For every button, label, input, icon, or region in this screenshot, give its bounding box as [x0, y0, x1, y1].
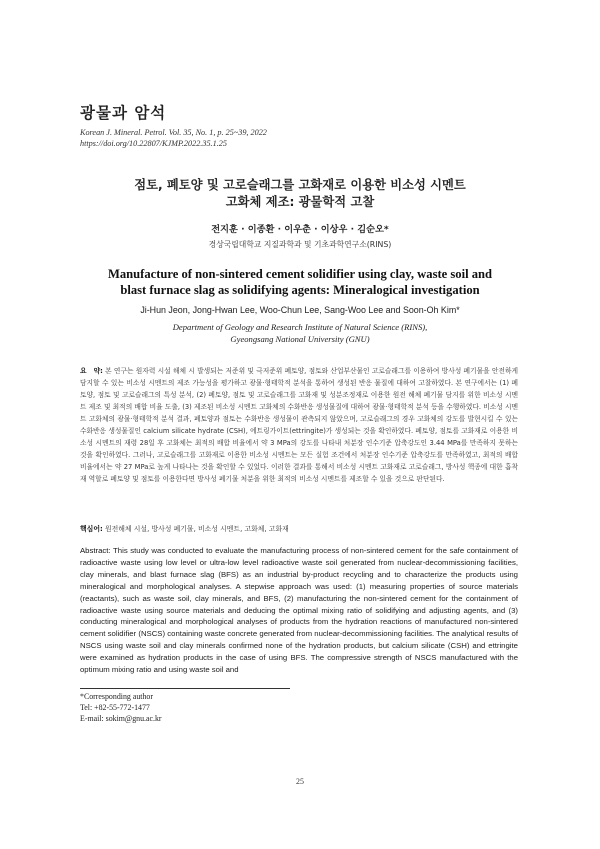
- korean-keywords-text: 원전해체 시설, 방사성 폐기물, 비소성 시멘트, 고화체, 고화재: [104, 525, 289, 533]
- citation-doi[interactable]: https://doi.org/10.22807/KJMP.2022.35.1.25: [80, 139, 227, 148]
- korean-title-line-1: 점토, 폐토양 및 고로슬래그를 고화재로 이용한 비소성 시멘트: [134, 178, 466, 192]
- korean-keywords: [80, 523, 518, 533]
- footnote-divider: [80, 688, 290, 689]
- english-title-line-2: blast furnace slag as solidifying agents: Mineralogical investigation: [120, 283, 480, 297]
- korean-keywords-lead: 핵심어:: [80, 525, 103, 533]
- korean-title: [60, 177, 540, 211]
- korean-abstract: [80, 365, 518, 485]
- citation-volume: Korean J. Mineral. Petrol. Vol. 35, No. 1, p. 25~39, 2022: [80, 128, 267, 137]
- english-abstract: [80, 545, 518, 676]
- korean-authors: 전지훈 · 이종환 · 이우춘 · 이상우 · 김순오*: [211, 224, 389, 235]
- journal-name: 광물과 암석: [80, 104, 167, 122]
- corresponding-author-footnote: [80, 691, 380, 724]
- citation-block: [80, 127, 520, 149]
- english-affiliation-line-2: Gyeongsang National University (GNU): [230, 334, 370, 344]
- footnote-corresponding: *Corresponding author: [80, 692, 153, 701]
- english-title: [80, 266, 520, 298]
- english-affiliation-line-1: Department of Geology and Research Institute of Natural Science (RINS),: [172, 322, 428, 332]
- korean-abstract-lead: 요 약:: [80, 367, 103, 375]
- footnote-tel: Tel: +82-55-772-1477: [80, 703, 150, 712]
- korean-abstract-text: 본 연구는 원자력 시설 해체 시 발생되는 저준위 및 극저준위 폐토양, 점토와 산업부산물인 고로슬래그를 이용하여 방사성 폐기물을 안전하게 담지할 수 있는 비소성 시멘트의 제조 가능성을 평가하고 광물·형태학적 분석을 통하여 생성된 반응 물질에 대하여 고찰하였다. 본 연구에서는 (1) 폐토양, 점토 및 고로슬래그의 특성 분석, (2) 폐토양, 점토 및 고로슬래그를 고화재 및 성분조정재로 이용한 원전 해체 폐기물 담지를 위한 비소성 시멘트 제조 및 최적의 배합 비율 도출, (3) 제조된 비소성 시멘트 고화체의 수화반응 생성물질에 대하여 광물·형태학적 분석 등을 수행하였다. 비소성 시멘트 고화체의 광물·형태학적 분석 결과, 폐토양과 점토는 수화반응 생성물이 관측되지 않았으며, 고로슬래그의 경우 고화체의 강도를 발현시킬 수 있는 수화반응 생성물질인 calcium silicate hydrate (CSH), 에트링가이트(ettringite)가 생성되는 것을 확인하였다. 폐토양, 점토를 고화재로 이용한 비소성 시멘트의 재령 28일 후 고화체는 최적의 배합 비율에서 약 3 MPa의 강도를 나타내 처분장 인수기준 압축강도인 3.44 MPa를 만족하지 못하는 것을 확인하였다. 그러나, 고로슬래그를 고화재로 이용한 비소성 시멘트는 모든 실험 조건에서 처분장 인수기준 압축강도를 만족하였고, 최적의 배합 비율에서는 약 27 MPa로 높게 나타나는 것을 확인할 수 있었다. 이러한 결과를 통해서 비소성 시멘트 고화재로 고로슬래그, 방사성 핵종에 대한 흡착재 역할로 폐토양 및 점토를 이용한다면 방사성 폐기물 처분을 위한 최적의 비소성 시멘트를 제조할 수 있을 것으로 판단된다.: [80, 367, 518, 483]
- korean-title-line-2: 고화체 제조: 광물학적 고찰: [225, 195, 375, 209]
- korean-affiliation: 경상국립대학교 지질과학과 및 기초과학연구소(RINS): [208, 240, 392, 249]
- footnote-email[interactable]: E-mail: sokim@gnu.ac.kr: [80, 714, 162, 723]
- english-affiliation: [80, 321, 520, 345]
- english-authors: Ji-Hun Jeon, Jong-Hwan Lee, Woo-Chun Lee, Sang-Woo Lee and Soon-Oh Kim*: [140, 305, 460, 315]
- page-number: 25: [296, 777, 304, 786]
- english-abstract-lead: Abstract:: [80, 546, 111, 555]
- english-abstract-text: This study was conducted to evaluate the manufacturing process of non-sintered cement for the safe containment of radioactive waste using low level or ultra-low level radioactive waste soil generated from nuclear-decommissioning facilities, clay minerals, and blast furnace slag (BFS) as an industrial by-product recycling and to characterize the products using mineralogical and morphological analyses. A stepwise approach was used: (1) measuring properties of source materials (reactants), such as waste soil, clay minerals, and BFS, (2) manufacturing the non-sintered cement for the containment of radioactive waste using source materials and deducing the optimal mixing ratio of solidifying and adjusting agents, and (3) conducting mineralogical and morphological analyses of products from the hydration reactions of manufactured non-sintered cement solidifier (NSCS) containing waste concrete generated from nuclear-decommissioning facilities. The analytical results of NSCS using waste soil and clay minerals confirmed none of the hydration products, but calcium silicate (CSH) and ettringite were examined as hydration products in the case of using BFS. The compressive strength of NSCS manufactured with the optimum mixing ratio and using waste soil and: [80, 546, 519, 675]
- english-title-line-1: Manufacture of non-sintered cement solidifier using clay, waste soil and: [107, 267, 493, 281]
